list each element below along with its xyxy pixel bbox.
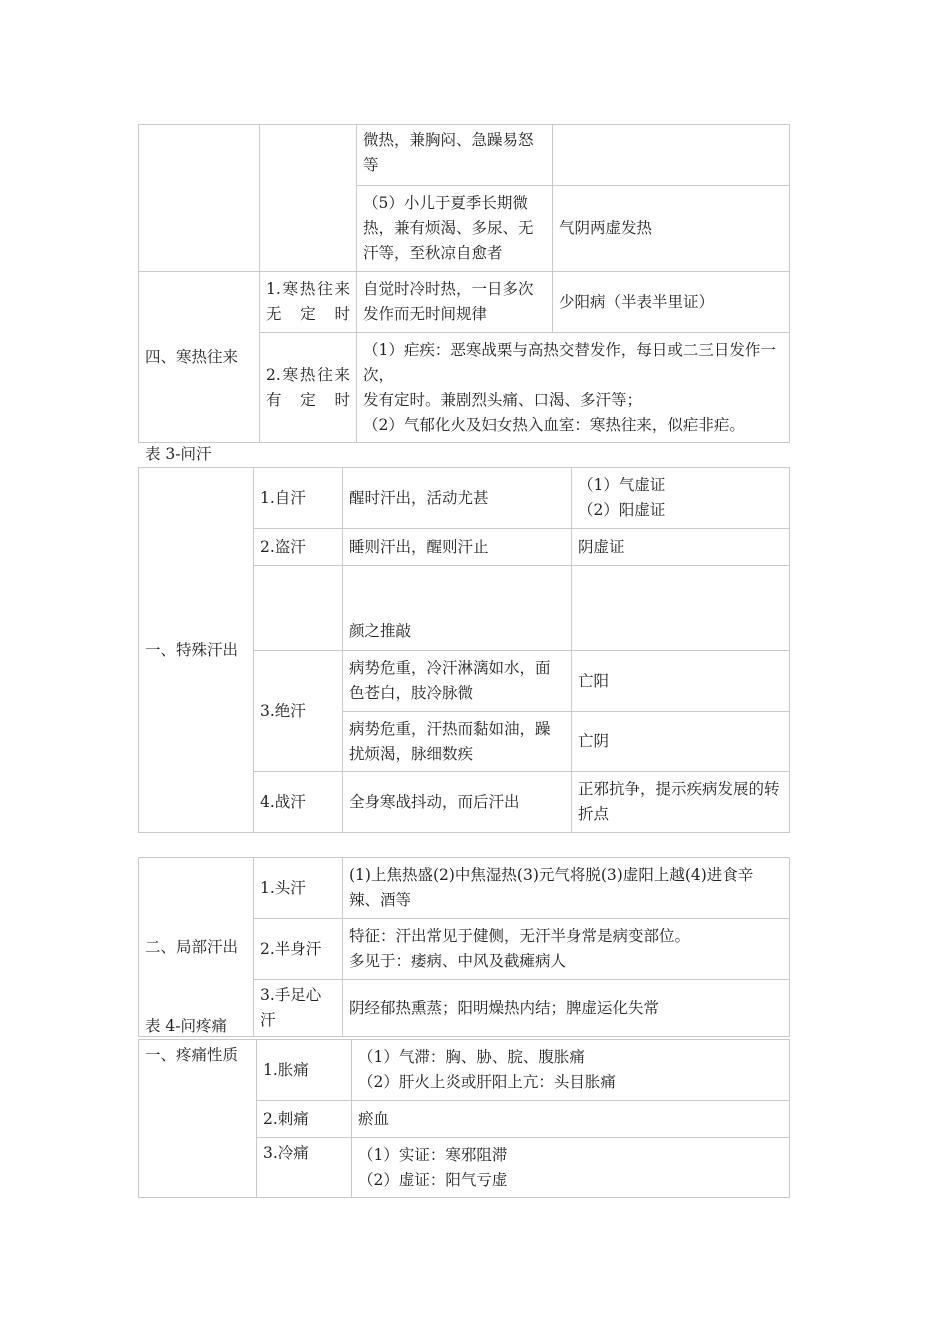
category-label: 1.自汗: [254, 468, 343, 529]
category-label: 3.手足心汗: [254, 980, 343, 1037]
category-label: 1.胀痛: [257, 1040, 352, 1101]
section-label: 一、疼痛性质: [139, 1040, 257, 1198]
table-caption: 表 4-问疼痛: [145, 1017, 228, 1035]
description-cell: 瘀血: [352, 1101, 790, 1138]
category-label: 2.刺痛: [257, 1101, 352, 1138]
description-cell: 阴经郁热熏蒸；阳明燥热内结；脾虚运化失常: [343, 980, 790, 1037]
category-label: 2.寒热往来有定时: [260, 333, 357, 443]
description-cell: （1）实证：寒邪阻滞 （2）虚证：阳气亏虚: [352, 1138, 790, 1198]
category-label: 1.寒热往来无定时: [260, 272, 357, 333]
diagnosis-cell: 气阴两虚发热: [553, 186, 790, 272]
category-label: 2.盗汗: [254, 529, 343, 566]
pain-table: [138, 1039, 790, 1198]
symptom-cell: 全身寒战抖动，而后汗出: [343, 772, 572, 833]
blank-section-cell: [139, 125, 260, 272]
category-label: 3.绝汗: [254, 651, 343, 772]
symptom-cell: 睡则汗出，醒则汗止: [343, 529, 572, 566]
symptom-cell: （5）小儿于夏季长期微热，兼有烦渴、多尿、无汗等，至秋凉自愈者: [357, 186, 553, 272]
section-label: 二、局部汗出: [139, 858, 254, 1037]
description-cell: 特征：汗出常见于健侧，无汗半身常是病变部位。 多见于：痿病、中风及截瘫病人: [343, 919, 790, 980]
symptom-cell: 颜之推敲: [343, 566, 572, 651]
section-label: 一、特殊汗出: [139, 468, 254, 833]
description-cell: （1）气滞：胸、胁、脘、腹胀痛 （2）肝火上炎或肝阳上亢：头目胀痛: [352, 1040, 790, 1101]
diagnosis-cell: 阴虚证: [572, 529, 790, 566]
section-label: 四、寒热往来: [139, 272, 260, 443]
blank-category-cell: [254, 566, 343, 651]
diagnosis-cell: [553, 125, 790, 186]
symptom-cell: 微热，兼胸闷、急躁易怒等: [357, 125, 553, 186]
symptom-cell: 病势危重，冷汗淋漓如水，面色苍白，肢冷脉微: [343, 651, 572, 712]
symptom-cell: 病势危重，汗热而黏如油，躁扰烦渴，脉细数疾: [343, 712, 572, 772]
diagnosis-cell: 少阳病（半表半里证）: [553, 272, 790, 333]
symptom-cell: 自觉时冷时热，一日多次发作而无时间规律: [357, 272, 553, 333]
symptom-cell: 醒时汗出，活动尤甚: [343, 468, 572, 529]
table-caption: 表 3-问汗: [145, 445, 212, 463]
category-label: 4.战汗: [254, 772, 343, 833]
category-label: 2.半身汗: [254, 919, 343, 980]
diagnosis-cell: 亡阴: [572, 712, 790, 772]
category-label: 1.头汗: [254, 858, 343, 919]
diagnosis-cell: （1）气虚证 （2）阳虚证: [572, 468, 790, 529]
description-cell: (1)上焦热盛(2)中焦湿热(3)元气将脱(3)虚阳上越(4)进食辛辣、酒等: [343, 858, 790, 919]
sweat-table: [138, 467, 790, 833]
diagnosis-cell: [572, 566, 790, 651]
category-label: 3.冷痛: [257, 1138, 352, 1198]
diagnosis-cell: 亡阳: [572, 651, 790, 712]
local-sweat-table: [138, 857, 790, 1037]
description-cell: （1）疟疾：恶寒战栗与高热交替发作，每日或二三日发作一次， 发有定时。兼剧烈头痛、口渴、多汗等； （2）气郁化火及妇女热入血室：寒热往来，似疟非疟。: [357, 333, 790, 443]
blank-category-cell: [260, 125, 357, 272]
diagnosis-cell: 正邪抗争，提示疾病发展的转折点: [572, 772, 790, 833]
fever-table: [138, 124, 790, 443]
